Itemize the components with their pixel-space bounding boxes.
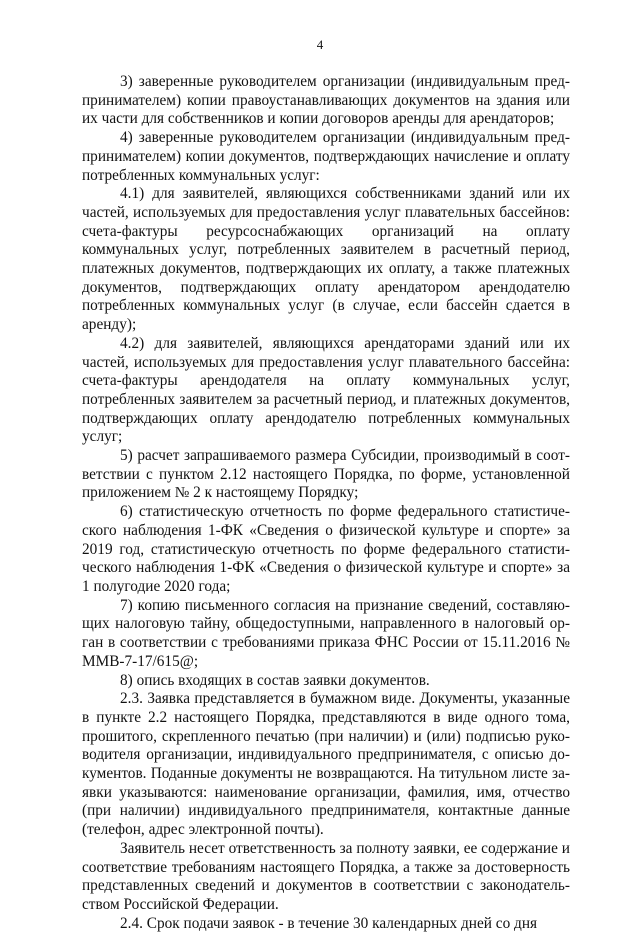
paragraph-item-4-1: 4.1) для заявителей, являющихся собственниками зданий или их частей, используемых для предоставления услуг плавательных бассейнов: счета-фактуры ресурсоснабжающих организаций на оплату коммунальных услуг, потребленных заявителем в расчетный период, платежных документов, подтверждающих их оплату, а также платежных документов, подтверждающих оплату арендатором арендодателю потребленных коммунальных услуг (в случае, если бассейн сдается в аренду); <box>82 185 570 334</box>
paragraph-item-8: 8) опись входящих в состав заявки документов. <box>120 671 430 689</box>
paragraph-section-2-4: 2.4. Срок подачи заявок - в течение 30 календарных дней со дня <box>120 914 538 932</box>
paragraph-item-4-2: 4.2) для заявителей, являющихся арендаторами зданий или их частей, используемых для предоставления услуг плавательного бассейна: счета-фактуры арендодателя на оплату коммунальных услуг, потребленных заявителем за расчетный период, и платежных документов, подтверждающих оплату арендодателю потребленных коммунальных услуг; <box>82 334 570 446</box>
paragraph-item-3: 3) заверенные руководителем организации (индивидуальным предпринимателем) копии правоустанавливающих документов на здания или их части для собственников и копии договоров аренды для арендаторов; <box>82 73 570 128</box>
paragraph-item-4: 4) заверенные руководителем организации (индивидуальным предпринимателем) копии документов, подтверждающих начисление и оплату потребленных коммунальных услуг: <box>82 129 570 184</box>
paragraph-item-5: 5) расчет запрашиваемого размера Субсидии, производимый в соответствии с пунктом 2.12 настоящего Порядка, по форме, установленной приложением № 2 к настоящему Порядку; <box>82 447 570 502</box>
document-body <box>82 73 570 933</box>
page-number: 4 <box>316 37 324 52</box>
paragraph-item-6: 6) статистическую отчетность по форме федерального статистического наблюдения 1-ФК «Сведения о физической культуре и спорте» за 2019 год, статистическую отчетность по форме федерального статистического наблюдения 1-ФК «Сведения о физической культуре и спорте» за 1 полугодие 2020 года; <box>82 503 570 595</box>
paragraph-section-2-3: 2.3. Заявка представляется в бумажном виде. Документы, указанные в пункте 2.2 настоящего Порядка, представляются в виде одного тома, прошитого, скрепленного печатью (при наличии) и (или) подписью руководителя организации, индивидуального предпринимателя, с описью документов. Поданные документы не возвращаются. На титульном листе заявки указываются: наименование организации, фамилия, имя, отчество (при наличии) индивидуального предпринимателя, контактные данные (телефон, адрес электронной почты). <box>82 690 570 839</box>
paragraph-item-7: 7) копию письменного согласия на признание сведений, составляющих налоговую тайну, общедоступными, направленного в налоговый орган в соответствии с требованиями приказа ФНС России от 15.11.2016 № ММВ-7-17/615@; <box>82 596 570 670</box>
paragraph-responsibility: Заявитель несет ответственность за полноту заявки, ее содержание и соответствие требованиям настоящего Порядка, а также за достоверность представленных сведений и документов в соответствии с законодательством Российской Федерации. <box>82 839 570 913</box>
